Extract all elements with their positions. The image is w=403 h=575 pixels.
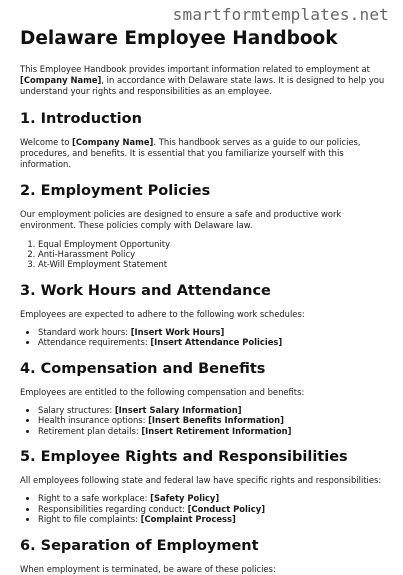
introduction-text-post: . This handbook serves as a guide to our policies, procedures, and benefits. It is essential that you familiarize yourself with this information.	[20, 136, 361, 170]
compensation-paragraph: Employees are entitled to the following compensation and benefits:	[20, 386, 305, 397]
list-item	[38, 426, 392, 436]
list-item	[38, 504, 392, 514]
item-placeholder: [Safety Policy]	[150, 493, 220, 504]
list-item	[38, 327, 392, 337]
introduction-company-placeholder: [Company Name]	[72, 136, 154, 147]
compensation-list	[20, 405, 392, 436]
list-item	[38, 337, 392, 347]
item-placeholder: [Insert Retirement Information]	[141, 425, 292, 436]
section-heading-rights: 5. Employee Rights and Responsibilities	[20, 449, 348, 466]
item-label: Retirement plan details:	[38, 425, 142, 436]
section-heading-work-hours: 3. Work Hours and Attendance	[20, 282, 271, 299]
intro-company-placeholder: [Company Name]	[20, 75, 102, 86]
item-placeholder: [Insert Work Hours]	[130, 327, 225, 338]
list-item	[38, 405, 392, 415]
intro-text-pre: This Employee Handbook provides important information related to employment at	[20, 64, 370, 74]
separation-paragraph: When employment is terminated, be aware of these policies:	[20, 563, 276, 574]
employment-policies-paragraph: Our employment policies are designed to ensure a safe and productive work environment. These policies comply with Delaware law.	[20, 209, 342, 231]
item-placeholder: [Complaint Process]	[140, 514, 236, 525]
item-label: Salary structures:	[38, 405, 115, 416]
section-heading-compensation: 4. Compensation and Benefits	[20, 360, 266, 377]
item-label: Standard work hours:	[38, 327, 131, 338]
list-item	[38, 514, 392, 524]
introduction-paragraph	[20, 137, 392, 171]
list-item	[38, 415, 392, 425]
document-title: Delaware Employee Handbook	[20, 28, 338, 49]
list-item: 2. Anti-Harassment Policy	[38, 249, 392, 259]
item-placeholder: [Insert Attendance Policies]	[150, 337, 283, 348]
item-label: Responsibilities regarding conduct:	[38, 503, 188, 514]
rights-list	[20, 493, 392, 524]
list-item: 3. At-Will Employment Statement	[38, 259, 392, 269]
introduction-text-pre: Welcome to	[20, 136, 73, 147]
section-heading-separation: 6. Separation of Employment	[20, 537, 259, 554]
site-watermark: smartformtemplates.net	[172, 5, 389, 24]
intro-paragraph	[20, 64, 392, 98]
employment-policies-list	[20, 239, 392, 270]
item-placeholder: [Insert Salary Information]	[114, 405, 242, 416]
rights-paragraph: All employees following state and federal law have specific rights and responsibilities:	[20, 475, 382, 486]
item-placeholder: [Insert Benefits Information]	[148, 415, 284, 426]
item-label: Right to file complaints:	[38, 514, 141, 525]
list-item: 1. Equal Employment Opportunity	[38, 239, 392, 249]
list-item	[38, 493, 392, 503]
intro-text-post: , in accordance with Delaware state laws. It is designed to help you understand your rights and responsibilities as an employee.	[20, 75, 385, 97]
item-label: Health insurance options:	[38, 415, 149, 426]
item-label: Attendance requirements:	[38, 337, 151, 348]
handbook-document	[20, 28, 392, 575]
work-hours-list	[20, 327, 392, 348]
section-heading-employment-policies: 2. Employment Policies	[20, 183, 211, 200]
item-placeholder: [Conduct Policy]	[187, 503, 266, 514]
section-heading-introduction: 1. Introduction	[20, 110, 142, 127]
item-label: Right to a safe workplace:	[38, 493, 151, 504]
work-hours-paragraph: Employees are expected to adhere to the following work schedules:	[20, 308, 305, 319]
